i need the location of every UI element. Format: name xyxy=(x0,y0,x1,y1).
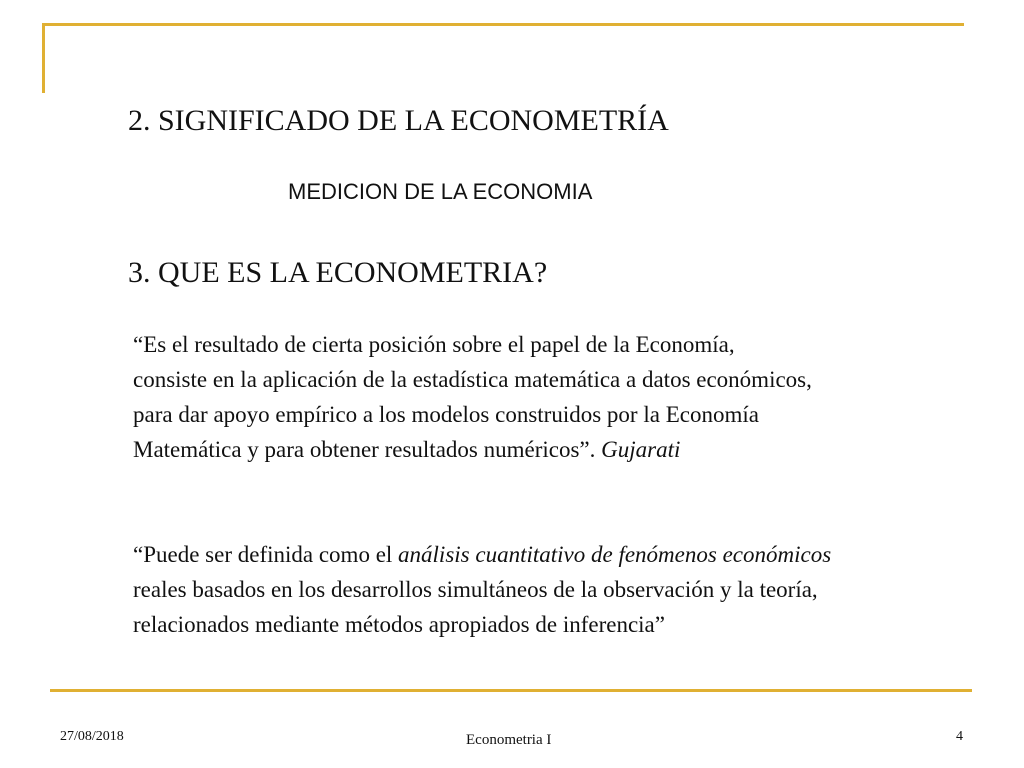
quote-1-author: Gujarati xyxy=(601,437,681,462)
quote-1-line-4-text: Matemática y para obtener resultados numéricos”. xyxy=(133,437,602,462)
footer-divider-line xyxy=(50,689,972,692)
footer-date: 27/08/2018 xyxy=(60,729,124,744)
frame-left-line xyxy=(42,23,45,93)
heading-significado: 2. SIGNIFICADO DE LA ECONOMETRÍA xyxy=(128,104,669,137)
quote-1-line-3: para dar apoyo empírico a los modelos construidos por la Economía xyxy=(133,402,759,427)
quote-2-line-1 xyxy=(133,537,831,572)
quote-2-line-2: reales basados en los desarrollos simultáneos de la observación y la teoría, xyxy=(133,577,818,602)
quote-1-line-1: “Es el resultado de cierta posición sobre el papel de la Economía, xyxy=(133,332,735,357)
quote-1-line-4 xyxy=(133,432,680,467)
footer-page-number: 4 xyxy=(956,729,963,744)
quote-1-line-2: consiste en la aplicación de la estadística matemática a datos económicos, xyxy=(133,367,812,392)
quote-2-line-3: relacionados mediante métodos apropiados de inferencia” xyxy=(133,612,665,637)
footer-title: Econometria I xyxy=(466,732,552,748)
heading-que-es: 3. QUE ES LA ECONOMETRIA? xyxy=(128,256,548,289)
frame-top-line xyxy=(42,23,964,26)
quote-2-line-1-emphasis: análisis cuantitativo de fenómenos económicos xyxy=(398,542,832,567)
subheading-medicion: MEDICION DE LA ECONOMIA xyxy=(288,179,593,204)
quote-2-line-1-start: “Puede ser definida como el xyxy=(133,542,399,567)
